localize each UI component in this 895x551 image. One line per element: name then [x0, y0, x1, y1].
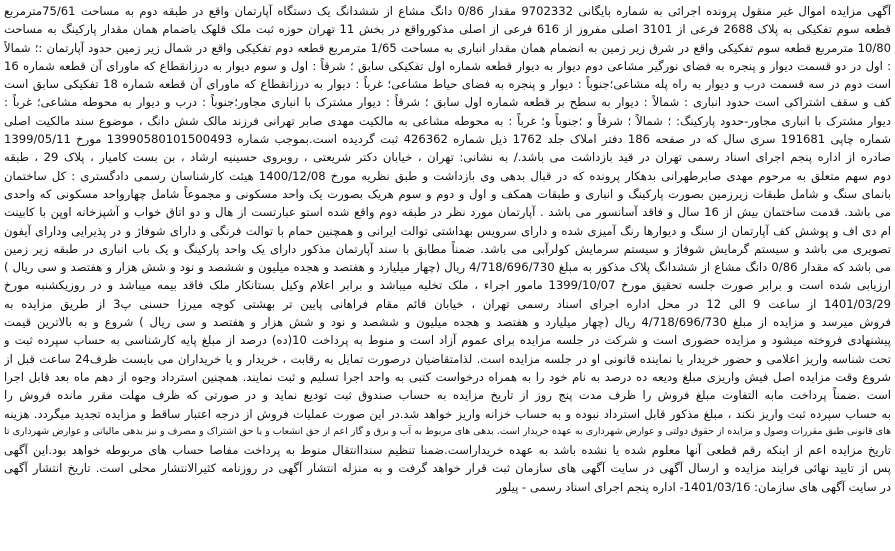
notice-line-16: ارزیابی شده است و برابر صورت جلسه تحقیق مورخ 1399/10/07 مامور اجراء ، ملک تخلیه میباشد و برابر اعلام وکیل بستانکار ملک فاقد بیمه میباشد و در روزیکشنبه مورخ — [4, 278, 891, 293]
notice-line-25: تاریخ مزایده اعم از اینکه رقم قطعی آنها معلوم شده یا نشده باشد به عهده خریداراست.ضمنا تنظیم سنداانتقال منوط به پرداخت مفاصا حساب های مربوطه خواهد بود.این آگهی — [4, 443, 891, 458]
notice-line-14: تصویری می باشد و سیستم گرمایش شوفاژ و سیستم سرمایش کولرآبی می باشد. ضمناً مطابق با سند آپارتمان مذکور دارای یک واحد پارکینگ و یک باب انباری در طبقه زیر زمین — [4, 241, 891, 256]
notice-line-18: فروش میرسد و مزایده از مبلغ 4/718/696/730 ریال (چهار میلیارد و هفتصد و هجده میلیون و ششصد و نود و شش هزار و هفتصد و سی ریال ) شروع و به بالاترین قیمت — [4, 315, 891, 330]
notice-line-9: صادره از اداره پنجم اجرای اسناد رسمی تهران در قید بازداشت می باشد./ به نشانی: تهران ، خیابان دکتر شریعتی ، روبروی حسینیه ارشاد ، بن بست کامیار ، پلاک 29 ، طبقه — [4, 150, 891, 165]
notice-line-7: دیوار مشترک با انباری مجاور-حدود پارکینگ: ؛ شمالاً ؛ شرقاً و ؛جنوباً و؛ غرباً : به محوطه مشاعی به مالکیت مهدی صابر تهرانی فرزند مالک شش دانگ ، موضوع سند مالکیت اصلی — [4, 113, 891, 128]
notice-line-24: های قانونی طبق مقررات وصول و مزایده از حقوق دولتی و عوارض شهرداری به عهده خریدار است. بدهی های مربوط به آب و برق و گاز اعم از حق انشعاب و یا حق اشتراک و مصرف و نیز بدهی مالیاتی و عوارض شهرداری تا — [4, 425, 891, 437]
notice-line-6: کف و سقف اشتراکی است حدود انباری : شمالاً : دیوار به سطح بر قطعه شماره اول سابق ؛ شرقاً : دیوار مشترک با انباری مجاور؛جنوباً : درب و دیوار به محوطه مشاعی؛ غرباً : — [4, 95, 891, 110]
notice-line-27: در سایت آگهی های سازمان: 1401/03/16- اداره پنجم اجرای اسناد رسمی - پیلور — [496, 479, 891, 494]
notice-line-5: است دوم در سه قسمت درب و دیوار به راه پله مشاعی؛جنوباً : دیوار و پنجره به فضای حیاط مشاعی؛ غرباً : دیوار به درزانقطاع که ماورای آن قطعه شماره 18 تفکیکی سابق است — [4, 77, 891, 92]
notice-line-19: پیشنهادی فروخته میشود و مزایده حضوری است و شرکت در جلسه مزایده برای عموم آزاد است و منوط به پرداخت 10(ده) درصد از مبلغ پایه کارشناسی به حساب سپرده ثبت و — [4, 333, 891, 348]
notice-line-12: می باشد. قدمت ساختمان بیش از 16 سال و فاقد آسانسور می باشد . آپارتمان مورد نظر در طبقه دوم واقع شده استو عبارتست از هال و دو اتاق خواب و آشپزخانه اوپن با کابینت — [4, 205, 891, 220]
notice-line-2: قطعه سوم تفکیکی به پلاک 2688 فرعی از 3101 اصلی مفروز از 616 فرعی از اصلی مذکورواقع در بخش 11 تهران حوزه ثبت ملک قلهک باضمام همان مقدار پارکینگ به مساحت — [4, 22, 891, 37]
notice-line-1: آگهی مزایده اموال غیر منقول پرونده اجرائی به شماره بایگانی 9702332 مقدار 0/86 دانگ مشاع از ششدانگ یک دستگاه آپارتمان واقع در طبقه دوم به مساحت 75/61مترمربع — [4, 4, 891, 18]
notice-line-11: بانمای سنگ و شامل طبقات زیرزمین بصورت پارکینگ و انباری و طبقات همکف و اول و دوم و سوم هریک بصورت یک واحد مسکونی و مجموعاً شامل چهارواحد مسکونی که واحدی — [4, 186, 891, 201]
notice-line-26: پس از تایید نهائی فرایند مزایده و ارسال آگهی در سایت آگهی های سازمان ثبت قرار خواهد گرفت و به منزله انتشار آگهی در روزنامه کثیرالانتشار محلی است. تاریخ انتشار آگهی — [4, 461, 891, 476]
notice-line-8: شماره چاپی 191681 سری سال که در صفحه 186 دفتر املاک جلد 1762 ذیل شماره 426362 ثبت گردیده است.بموجب شماره 13990580101500493 مورخ 1399/05/11 — [4, 132, 891, 147]
notice-line-21: شروع وقت مزایده اصل فیش واریزی مبلغ ودیعه ده درصد به نام خود را به همراه درخواست کتبی به واحد اجرا تسلیم و ثبت نمایند. همچنین استرداد وجوه از دهم ماه بعد قابل اجرا — [4, 369, 891, 384]
notice-line-4: : اول در دو قسمت دیوار و پنجره به فضای نورگیر مشاعی دوم دیوار به دیوار قطعه شماره اول تفکیکی سابق ؛ شرقاً : اول و سوم دیوار به درزانقطاع که ماورای آن قطعه شماره 16 — [4, 58, 891, 73]
notice-line-10: دوم سهم متعلق به مرحوم مهدی صابرطهرانی بدهکار پرونده که در قبال بدهی وی بازداشت و طبق نظریه مورخ 1400/12/08 هیئت کارشناسان رسمی دادگستری : کل ساختمان — [4, 168, 891, 183]
notice-line-20: تحت شناسه واریز اعلامی و حضور خریدار یا نماینده قانونی او در جلسه مزایده است. لذامتقاضیان درصورت تمایل به رقابت ، خریدار و یا خریداران می بایست ظرف24 ساعت قبل از — [4, 351, 891, 366]
notice-line-3: 10/80 مترمربع قطعه سوم تفکیکی واقع در شرق زیر زمین به انضمام همان مقدار انباری به مساحت 1/65 مترمربع قطعه دوم تفکیکی واقع در شمال زیر زمین حدود آپارتمان :؛ شمالاً — [4, 40, 891, 55]
notice-line-13: ام دی اف و پوشش کف آپارتمان از سنگ و دیوارها رنگ آمیزی شده و دارای سرویس بهداشتی توالت ایرانی و همچنین حمام با توالت فرنگی و دارای شوفاژ و در پذیرایی ودارای آیفون — [4, 223, 891, 238]
notice-line-22: است .ضمناً پرداخت مابه التفاوت مبلغ فروش را ظرف مدت پنج روز از تاریخ مزایده به حساب صندوق ثبت تودیع نماید و در صورتی که ظرف مهلت مقرر مانده فروش را — [4, 388, 891, 403]
notice-line-23: به حساب سپرده ثبت واریز نکند ، مبلغ مذکور قابل استرداد نبوده و به حساب خزانه واریز خواهد شد.در این صورت عملیات فروش از درجه اعتبار ساقط و مزایده تجدید میگردد. هزینه — [4, 406, 891, 421]
notice-line-17: 1401/03/29 از ساعت 9 الی 12 در محل اداره اجرای اسناد رسمی تهران ، خیابان قائم مقام فراهانی پایین تر بهشتی کوچه میرزا حسنی پ3 از طریق مزایده به — [4, 296, 891, 311]
notice-line-15: می باشد که مقدار 0/86 دانگ مشاع از ششدانگ پلاک مذکور به مبلغ 4/718/696/730 ریال (چهار میلیارد و هفتصد و هجده میلیون و ششصد و نود و شش هزار و هفتصد و سی ریال ) — [4, 260, 891, 275]
